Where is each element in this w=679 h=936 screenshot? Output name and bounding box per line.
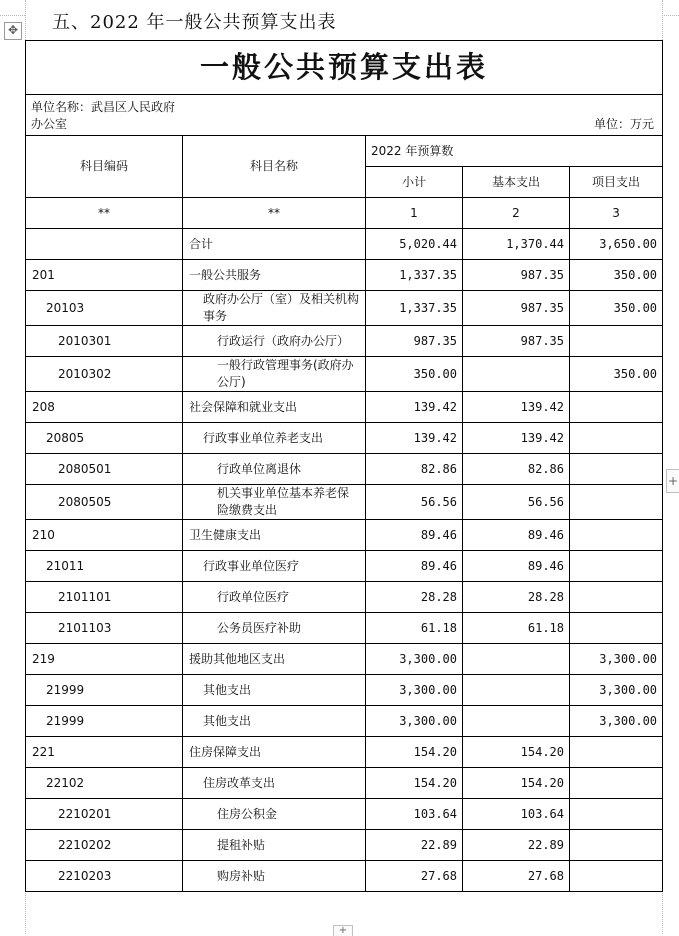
- row-basic: 27.68: [463, 861, 570, 892]
- table-title: 一般公共预算支出表: [26, 41, 663, 95]
- row-basic: 154.20: [463, 768, 570, 799]
- table-row: [26, 675, 663, 706]
- row-code: 2210201: [26, 799, 183, 830]
- row-basic: [463, 675, 570, 706]
- header-basic: 基本支出: [463, 167, 570, 198]
- row-subtotal: 154.20: [366, 737, 463, 768]
- index-col-3: 3: [570, 198, 663, 229]
- table-row: [26, 644, 663, 675]
- row-code: 210: [26, 520, 183, 551]
- row-project: 3,300.00: [570, 644, 663, 675]
- row-name: 住房保障支出: [183, 737, 366, 768]
- row-subtotal: 987.35: [366, 326, 463, 357]
- row-name: 一般行政管理事务(政府办公厅): [183, 357, 366, 392]
- row-basic: 61.18: [463, 613, 570, 644]
- table-row: [26, 326, 663, 357]
- header-project: 项目支出: [570, 167, 663, 198]
- budget-expenditure-table: [25, 40, 663, 892]
- row-code: 21011: [26, 551, 183, 582]
- table-row: [26, 260, 663, 291]
- row-basic: 89.46: [463, 520, 570, 551]
- row-project: 3,300.00: [570, 675, 663, 706]
- row-name: 其他支出: [183, 675, 366, 706]
- row-name: 行政运行（政府办公厅）: [183, 326, 366, 357]
- row-subtotal: 3,300.00: [366, 644, 463, 675]
- row-basic: 28.28: [463, 582, 570, 613]
- table-row: [26, 830, 663, 861]
- row-project: [570, 392, 663, 423]
- row-project: [570, 830, 663, 861]
- row-name: 社会保障和就业支出: [183, 392, 366, 423]
- row-code: 22102: [26, 768, 183, 799]
- row-basic: [463, 357, 570, 392]
- row-name: 行政事业单位养老支出: [183, 423, 366, 454]
- row-subtotal: 3,300.00: [366, 675, 463, 706]
- row-subtotal: 61.18: [366, 613, 463, 644]
- row-subtotal: 3,300.00: [366, 706, 463, 737]
- row-code: 2080501: [26, 454, 183, 485]
- row-subtotal: 5,020.44: [366, 229, 463, 260]
- row-project: [570, 613, 663, 644]
- row-name: 其他支出: [183, 706, 366, 737]
- index-col-1: 1: [366, 198, 463, 229]
- index-name: **: [183, 198, 366, 229]
- row-subtotal: 82.86: [366, 454, 463, 485]
- row-name: 合计: [183, 229, 366, 260]
- table-row: [26, 229, 663, 260]
- row-subtotal: 103.64: [366, 799, 463, 830]
- row-code: 21999: [26, 675, 183, 706]
- row-project: [570, 737, 663, 768]
- row-project: 3,650.00: [570, 229, 663, 260]
- table-move-handle-icon[interactable]: ✥: [4, 22, 22, 40]
- row-code: 2101101: [26, 582, 183, 613]
- row-project: [570, 861, 663, 892]
- row-name: 行政事业单位医疗: [183, 551, 366, 582]
- row-project: [570, 520, 663, 551]
- table-row: [26, 454, 663, 485]
- row-subtotal: 28.28: [366, 582, 463, 613]
- table-row: [26, 291, 663, 326]
- table-row: [26, 706, 663, 737]
- table-row: [26, 613, 663, 644]
- row-basic: 987.35: [463, 291, 570, 326]
- row-subtotal: 154.20: [366, 768, 463, 799]
- add-column-plus-icon[interactable]: +: [666, 469, 679, 493]
- row-code: 2010302: [26, 357, 183, 392]
- table-row: [26, 357, 663, 392]
- row-basic: [463, 706, 570, 737]
- row-project: 350.00: [570, 357, 663, 392]
- row-subtotal: 22.89: [366, 830, 463, 861]
- row-code: 2080505: [26, 485, 183, 520]
- row-basic: 154.20: [463, 737, 570, 768]
- row-name: 机关事业单位基本养老保险缴费支出: [183, 485, 366, 520]
- header-name: 科目名称: [183, 136, 366, 198]
- row-basic: [463, 644, 570, 675]
- table-row: [26, 582, 663, 613]
- row-project: 350.00: [570, 291, 663, 326]
- row-basic: 139.42: [463, 423, 570, 454]
- row-code: 219: [26, 644, 183, 675]
- row-name: 公务员医疗补助: [183, 613, 366, 644]
- row-name: 政府办公厅（室）及相关机构事务: [183, 291, 366, 326]
- table-row: [26, 737, 663, 768]
- row-project: 3,300.00: [570, 706, 663, 737]
- table-row: [26, 861, 663, 892]
- row-subtotal: 1,337.35: [366, 291, 463, 326]
- row-code: 221: [26, 737, 183, 768]
- row-subtotal: 89.46: [366, 520, 463, 551]
- row-subtotal: 89.46: [366, 551, 463, 582]
- row-name: 住房改革支出: [183, 768, 366, 799]
- row-basic: 1,370.44: [463, 229, 570, 260]
- header-subtotal: 小计: [366, 167, 463, 198]
- row-project: [570, 799, 663, 830]
- row-subtotal: 350.00: [366, 357, 463, 392]
- index-code: **: [26, 198, 183, 229]
- row-project: [570, 454, 663, 485]
- row-basic: 89.46: [463, 551, 570, 582]
- header-code: 科目编码: [26, 136, 183, 198]
- row-name: 援助其他地区支出: [183, 644, 366, 675]
- row-project: [570, 582, 663, 613]
- row-basic: 56.56: [463, 485, 570, 520]
- row-subtotal: 139.42: [366, 392, 463, 423]
- row-subtotal: 27.68: [366, 861, 463, 892]
- row-code: 2210203: [26, 861, 183, 892]
- row-project: [570, 485, 663, 520]
- page-margin-guide-top-left: [0, 15, 25, 16]
- row-basic: 139.42: [463, 392, 570, 423]
- page-margin-guide-top-right: [662, 15, 679, 16]
- row-subtotal: 1,337.35: [366, 260, 463, 291]
- table-row: [26, 768, 663, 799]
- row-name: 行政单位医疗: [183, 582, 366, 613]
- row-basic: 82.86: [463, 454, 570, 485]
- row-project: [570, 423, 663, 454]
- row-code: 2210202: [26, 830, 183, 861]
- row-code: 208: [26, 392, 183, 423]
- table-row: [26, 551, 663, 582]
- header-budget-group: 2022 年预算数: [366, 136, 663, 167]
- row-project: [570, 768, 663, 799]
- row-code: 2010301: [26, 326, 183, 357]
- row-name: 住房公积金: [183, 799, 366, 830]
- table-row: [26, 485, 663, 520]
- add-row-plus-icon[interactable]: +: [333, 925, 353, 936]
- row-basic: 987.35: [463, 260, 570, 291]
- row-name: 卫生健康支出: [183, 520, 366, 551]
- index-col-2: 2: [463, 198, 570, 229]
- table-row: [26, 392, 663, 423]
- row-basic: 22.89: [463, 830, 570, 861]
- table-row: [26, 799, 663, 830]
- row-code: 21999: [26, 706, 183, 737]
- table-row: [26, 423, 663, 454]
- row-name: 提租补贴: [183, 830, 366, 861]
- row-subtotal: 139.42: [366, 423, 463, 454]
- row-code: [26, 229, 183, 260]
- row-code: 2101103: [26, 613, 183, 644]
- unit-measure: 单位：万元: [570, 95, 663, 136]
- section-heading: 五、2022 年一般公共预算支出表: [52, 12, 337, 33]
- row-basic: 987.35: [463, 326, 570, 357]
- row-name: 购房补贴: [183, 861, 366, 892]
- row-code: 201: [26, 260, 183, 291]
- row-code: 20103: [26, 291, 183, 326]
- index-row: [26, 198, 663, 229]
- unit-row: [26, 95, 663, 136]
- row-name: 行政单位离退休: [183, 454, 366, 485]
- row-name: 一般公共服务: [183, 260, 366, 291]
- header-row-1: [26, 136, 663, 167]
- table-row: [26, 520, 663, 551]
- row-subtotal: 56.56: [366, 485, 463, 520]
- row-code: 20805: [26, 423, 183, 454]
- row-project: [570, 551, 663, 582]
- unit-name: 单位名称：武昌区人民政府办公室: [26, 95, 183, 136]
- row-project: [570, 326, 663, 357]
- row-basic: 103.64: [463, 799, 570, 830]
- title-row: [26, 41, 663, 95]
- row-project: 350.00: [570, 260, 663, 291]
